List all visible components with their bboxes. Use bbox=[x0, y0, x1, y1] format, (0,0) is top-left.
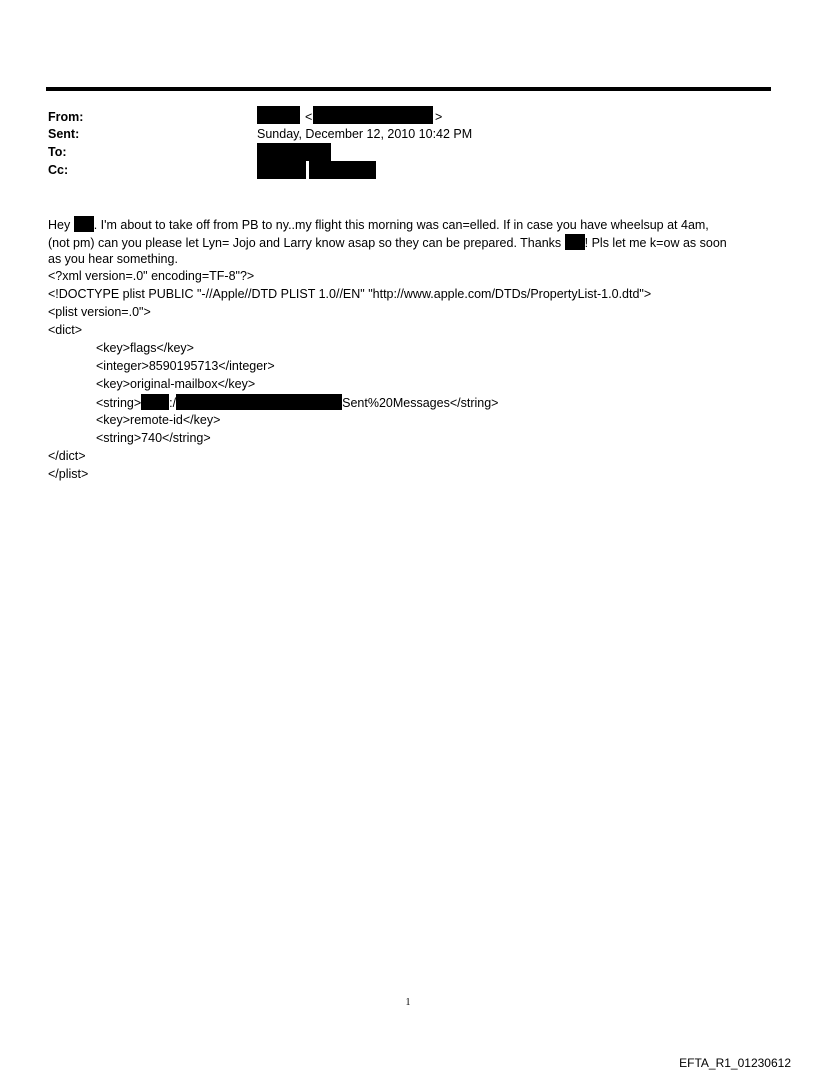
xml-key-mailbox: <key>original-mailbox</key> bbox=[96, 377, 256, 391]
xml-string-open: <string> bbox=[96, 396, 142, 410]
redaction-from-email bbox=[313, 106, 433, 124]
header-rule bbox=[46, 87, 771, 91]
redaction-cc-1 bbox=[257, 161, 306, 179]
body-line-1-start: Hey bbox=[48, 218, 74, 232]
xml-dict-close: </dict> bbox=[48, 449, 86, 463]
redaction-to bbox=[257, 143, 331, 161]
xml-key-flags: <key>flags</key> bbox=[96, 341, 194, 355]
xml-string-sep: :/ bbox=[169, 396, 177, 410]
xml-string-mailbox bbox=[96, 394, 498, 412]
xml-integer: <integer>8590195713</integer> bbox=[96, 359, 275, 373]
xml-key-remote-id: <key>remote-id</key> bbox=[96, 413, 221, 427]
bates-number: EFTA_R1_01230612 bbox=[679, 1056, 791, 1070]
redaction-mailbox-1 bbox=[141, 394, 169, 410]
from-label: From: bbox=[48, 110, 84, 124]
redaction-cc-2 bbox=[309, 161, 376, 179]
from-lt: < bbox=[305, 110, 313, 124]
body-line-2-end: ! Pls let me k=ow as soon bbox=[584, 236, 727, 250]
body-line-1-end: . I'm about to take off from PB to ny..my flight this morning was can=elled. If in case you have wheelsup at 4am, bbox=[93, 218, 709, 232]
redaction-body-name-2 bbox=[565, 234, 585, 250]
sent-value: Sunday, December 12, 2010 10:42 PM bbox=[257, 127, 473, 141]
body-line-2 bbox=[48, 234, 727, 252]
xml-string-740: <string>740</string> bbox=[96, 431, 211, 445]
xml-string-close: Sent%20Messages</string> bbox=[342, 396, 499, 410]
redaction-mailbox-2 bbox=[176, 394, 342, 410]
to-label: To: bbox=[48, 145, 67, 159]
xml-dict-open: <dict> bbox=[48, 323, 83, 337]
xml-declaration: <?xml version=.0" encoding=TF-8"?> bbox=[48, 269, 255, 283]
cc-label: Cc: bbox=[48, 163, 69, 177]
body-line-3: as you hear something. bbox=[48, 252, 178, 266]
body-line-1 bbox=[48, 216, 709, 234]
xml-plist-close: </plist> bbox=[48, 467, 89, 481]
from-gt: > bbox=[435, 110, 443, 124]
page-number: 1 bbox=[405, 997, 411, 1008]
redaction-body-name-1 bbox=[74, 216, 94, 232]
body-line-2-start: (not pm) can you please let Lyn= Jojo and Larry know asap so they can be prepared. Thanks bbox=[48, 236, 565, 250]
redaction-from-name bbox=[257, 106, 300, 124]
sent-label: Sent: bbox=[48, 127, 80, 141]
xml-doctype: <!DOCTYPE plist PUBLIC "-//Apple//DTD PLIST 1.0//EN" "http://www.apple.com/DTDs/PropertyList-1.0.dtd"> bbox=[48, 287, 652, 301]
xml-plist-open: <plist version=.0"> bbox=[48, 305, 151, 319]
